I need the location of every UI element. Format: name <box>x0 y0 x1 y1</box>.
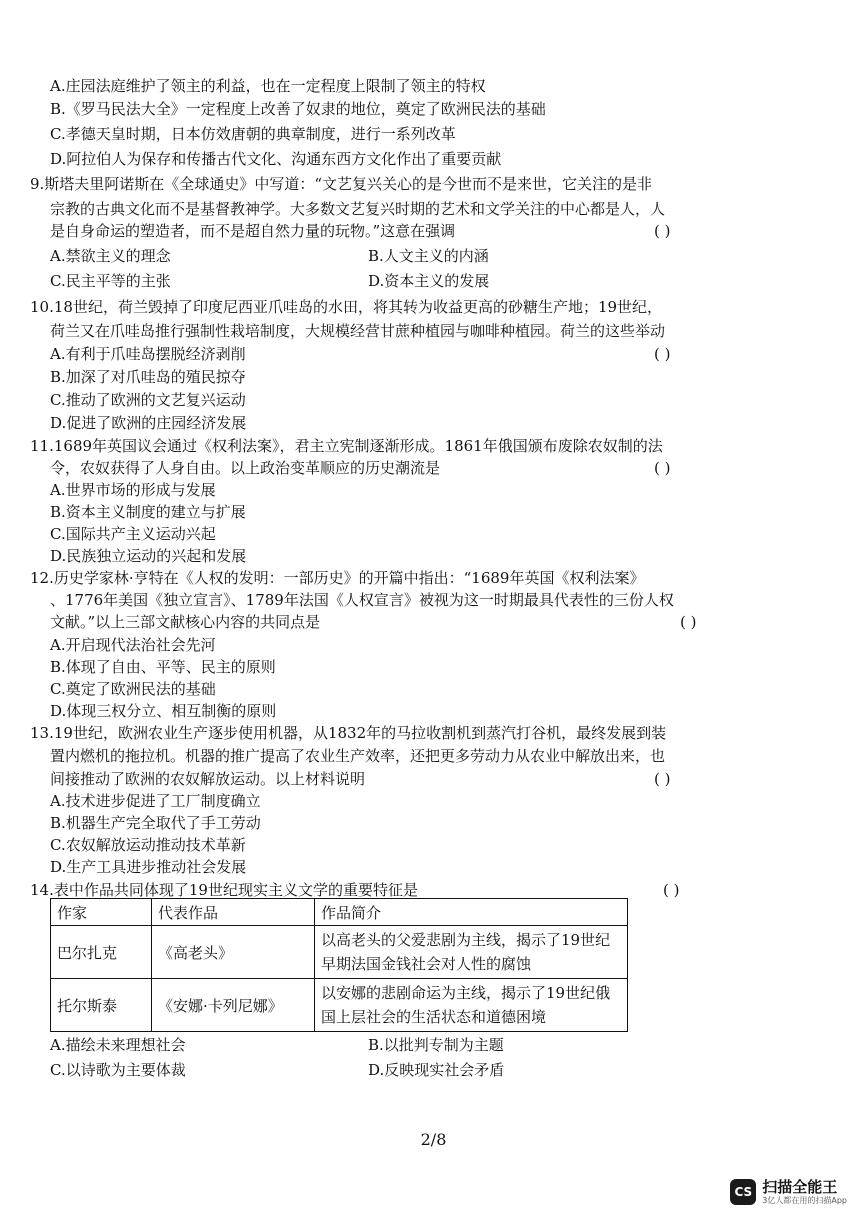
table-cell-author: 托尔斯泰 <box>51 979 152 1032</box>
table-header-summary: 作品简介 <box>315 899 628 926</box>
text-line: 、1776年美国《独立宣言》、1789年法国《人权宣言》被视为这一时期最具代表性的三份人权 <box>50 591 674 609</box>
text-line: B.加深了对爪哇岛的殖民掠夺 <box>50 368 246 386</box>
watermark-title: 扫描全能王 <box>762 1178 838 1196</box>
scanner-watermark <box>730 1178 847 1206</box>
answer-bracket: ( ) <box>680 613 697 631</box>
table-header-row <box>51 899 628 926</box>
option-item: B.以批判专制为主题 <box>368 1036 504 1054</box>
text-line: C.国际共产主义运动兴起 <box>50 525 216 543</box>
text-line: C.孝德天皇时期，日本仿效唐朝的典章制度，进行一系列改革 <box>50 125 456 143</box>
text-line: C.奠定了欧洲民法的基础 <box>50 680 216 698</box>
text-line: A.世界市场的形成与发展 <box>50 481 216 499</box>
text-line: B.资本主义制度的建立与扩展 <box>50 503 246 521</box>
table-cell-author: 巴尔扎克 <box>51 926 152 979</box>
answer-bracket: ( ) <box>654 770 671 788</box>
literature-table <box>50 898 628 1032</box>
text-line: 间接推动了欧洲的农奴解放运动。以上材料说明 <box>50 770 366 788</box>
answer-bracket: ( ) <box>654 459 671 477</box>
table-header-work: 代表作品 <box>152 899 315 926</box>
text-line: B.体现了自由、平等、民主的原则 <box>50 658 276 676</box>
text-line: B.机器生产完全取代了手工劳动 <box>50 814 261 832</box>
page-number: 2/8 <box>420 1130 447 1149</box>
watermark-subtitle: 3亿人都在用的扫描App <box>762 1196 847 1205</box>
table-row <box>51 979 628 1032</box>
text-line: A.开启现代法治社会先河 <box>50 636 216 654</box>
text-line: 荷兰又在爪哇岛推行强制性栽培制度，大规模经营甘蔗种植园与咖啡种植园。荷兰的这些举动 <box>50 322 666 340</box>
text-line: A.技术进步促进了工厂制度确立 <box>50 792 261 810</box>
camscanner-logo-icon: CS <box>730 1179 756 1205</box>
table-header-author: 作家 <box>51 899 152 926</box>
text-line: 文献。”以上三部文献核心内容的共同点是 <box>50 613 321 631</box>
text-line: 10.18世纪，荷兰毁掉了印度尼西亚爪哇岛的水田，将其转为收益更高的砂糖生产地；19世纪， <box>30 298 663 316</box>
table-cell-work: 《安娜·卡列尼娜》 <box>152 979 315 1032</box>
text-line: 11.1689年英国议会通过《权利法案》，君主立宪制逐渐形成。1861年俄国颁布废除农奴制的法 <box>30 437 663 455</box>
text-line: 宗教的古典文化而不是基督教神学。大多数文艺复兴时期的艺术和文学关注的中心都是人，人 <box>50 200 666 218</box>
text-line: 是自身命运的塑造者，而不是超自然力量的玩物。”这意在强调 <box>50 222 456 240</box>
text-line: D.生产工具进步推动社会发展 <box>50 858 247 876</box>
text-line: D.促进了欧洲的庄园经济发展 <box>50 414 247 432</box>
option-item: B.人文主义的内涵 <box>368 247 489 265</box>
table-cell-work: 《高老头》 <box>152 926 315 979</box>
answer-bracket: ( ) <box>654 345 671 363</box>
text-line: 令，农奴获得了人身自由。以上政治变革顺应的历史潮流是 <box>50 459 441 477</box>
text-line: 13.19世纪，欧洲农业生产逐步使用机器，从1832年的马拉收割机到蒸汽打谷机，最终发展到装 <box>30 724 667 742</box>
text-line: A.禁欲主义的理念 <box>50 247 171 265</box>
option-item: D.资本主义的发展 <box>368 272 490 290</box>
text-line: C.农奴解放运动推动技术革新 <box>50 836 246 854</box>
text-line: 9.斯塔夫里阿诺斯在《全球通史》中写道：“文艺复兴关心的是今世而不是来世，它关注的是非 <box>30 175 652 193</box>
option-item: D.反映现实社会矛盾 <box>368 1061 505 1079</box>
table-row <box>51 926 628 979</box>
table-cell-summary: 以安娜的悲剧命运为主线，揭示了19世纪俄国上层社会的生活状态和道德困境 <box>315 979 628 1032</box>
text-line: A.庄园法庭维护了领主的利益，也在一定程度上限制了领主的特权 <box>50 77 486 95</box>
text-line: D.民族独立运动的兴起和发展 <box>50 547 247 565</box>
text-line: C.以诗歌为主要体裁 <box>50 1061 186 1079</box>
text-line: C.民主平等的主张 <box>50 272 171 290</box>
text-line: 14.表中作品共同体现了19世纪现实主义文学的重要特征是 <box>30 881 418 899</box>
text-line: C.推动了欧洲的文艺复兴运动 <box>50 391 246 409</box>
text-line: 12.历史学家林·亨特在《人权的发明：一部历史》的开篇中指出：“1689年英国《权利法案》 <box>30 569 645 587</box>
text-line: 置内燃机的拖拉机。机器的推广提高了农业生产效率，还把更多劳动力从农业中解放出来，也 <box>50 747 666 765</box>
text-line: A.描绘未来理想社会 <box>50 1036 186 1054</box>
table-cell-summary: 以高老头的父爱悲剧为主线，揭示了19世纪早期法国金钱社会对人性的腐蚀 <box>315 926 628 979</box>
answer-bracket: ( ) <box>654 222 671 240</box>
answer-bracket: ( ) <box>663 881 680 899</box>
text-line: D.阿拉伯人为保存和传播古代文化、沟通东西方文化作出了重要贡献 <box>50 150 502 168</box>
text-line: A.有利于爪哇岛摆脱经济剥削 <box>50 345 246 363</box>
watermark-text <box>762 1178 847 1206</box>
text-line: B.《罗马民法大全》一定程度上改善了奴隶的地位，奠定了欧洲民法的基础 <box>50 100 546 118</box>
text-line: D.体现三权分立、相互制衡的原则 <box>50 702 277 720</box>
